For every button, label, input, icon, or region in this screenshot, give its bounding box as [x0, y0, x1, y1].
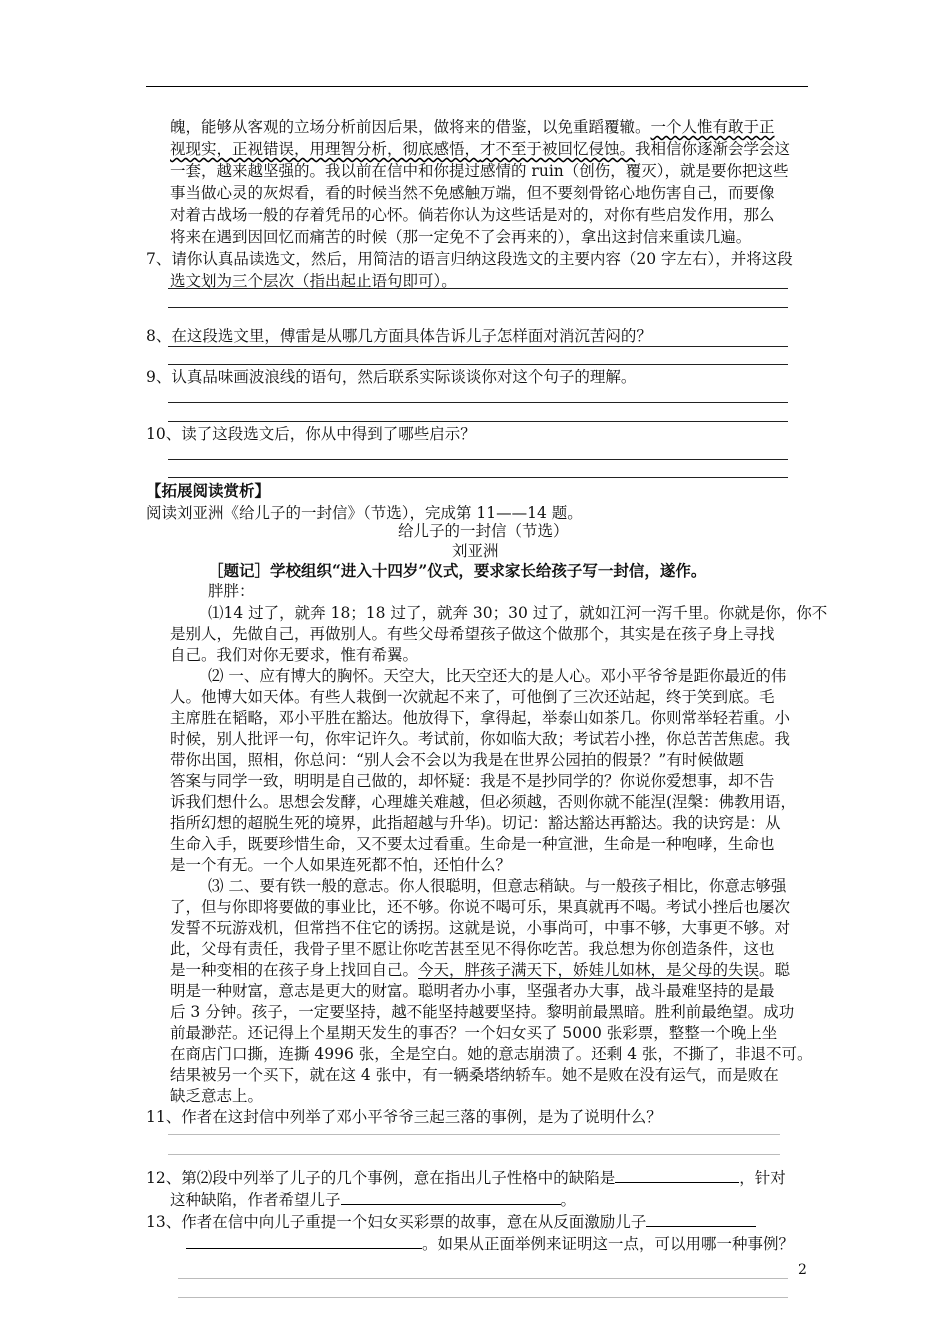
answer-blank[interactable]: [615, 1166, 739, 1183]
question-9: 9、认真品味画波浪线的语句，然后联系实际谈谈你对这个句子的理解。: [146, 368, 637, 386]
p2-line-1: ⑵ 一、应有博大的胸怀。天空大，比天空还大的是人心。邓小平爷爷是距你最近的伟: [208, 667, 787, 685]
header-rule: [146, 86, 808, 87]
p3-line-7: 后 3 分钟。孩子，一定要坚持，越不能坚持越要坚持。黎明前最黑暗。胜利前最绝望。成功: [170, 1003, 795, 1021]
p3-line-5: 是一种变相的在孩子身上找回自己。今天，胖孩子满天下，娇娃儿如林，是父母的失误。聪: [170, 961, 791, 979]
answer-blank[interactable]: [341, 1188, 561, 1205]
salutation: 胖胖：: [208, 582, 255, 600]
p1-line-1: ⑴14 过了，就奔 18；18 过了，就奔 30；30 过了，就如江河一泻千里。你就是你，你不: [208, 604, 828, 622]
page-number: 2: [798, 1262, 807, 1278]
passage-line-5: 对着古战场一般的存着凭吊的心怀。倘若你认为这些话是对的，对你有些启发作用，那么: [170, 206, 775, 224]
answer-line[interactable]: [168, 307, 788, 308]
question-13-cont: 。如果从正面举例来证明这一点，可以用哪一种事例？: [186, 1232, 794, 1255]
p2-line-9: 生命入手，既要珍惜生命，又不要太过看重。生命是一种宣泄，生命是一种咆哮，生命也: [170, 835, 775, 853]
passage-line-1: 魄，能够从客观的立场分析前因后果，做将来的借鉴，以免重蹈覆辙。一个人惟有敢于正: [170, 118, 775, 136]
underlined-sentence: 今天，胖孩子满天下，娇娃儿如林，是父母的失误: [418, 961, 760, 979]
p2-line-6: 答案与同学一致，明明是自己做的，却怀疑：我是不是抄同学的？你说你爱想事，却不告: [170, 772, 775, 790]
p1-line-3: 自己。我们对你无要求，惟有希翼。: [170, 646, 419, 664]
question-7-cont: 选文划为三个层次（指出起止语句即可）。: [170, 272, 457, 290]
p3-line-6: 明是一种财富，意志是更大的财富。聪明者办小事，坚强者办大事，战斗最难坚持的是最: [170, 982, 775, 1000]
section-title: 【拓展阅读赏析】: [146, 481, 271, 500]
p3-line-8: 前最渺茫。还记得上个星期天发生的事否？一个妇女买了 5000 张彩票，整整一个晚上坐: [170, 1024, 778, 1042]
question-11: 11、作者在这封信中列举了邓小平爷爷三起三落的事例，是为了说明什么？: [146, 1108, 662, 1126]
reading-intro: 阅读刘亚洲《给儿子的一封信》（节选），完成第 11——14 题。: [146, 504, 583, 522]
question-10: 10、读了这段选文后，你从中得到了哪些启示？: [146, 425, 476, 443]
p3-line-11: 缺乏意志上。: [170, 1087, 264, 1105]
answer-line[interactable]: [168, 364, 788, 365]
answer-line[interactable]: [168, 402, 788, 403]
wavy-sentence-part-2: 视现实，正视错误，用理智分析，彻底感悟，: [170, 140, 481, 158]
p3-line-3: 发誓不玩游戏机，但常挡不住它的诱拐。这就是说，小事尚可，中事不够，大事更不够。对: [170, 919, 791, 937]
answer-line[interactable]: [178, 1278, 788, 1279]
answer-line[interactable]: [168, 288, 788, 289]
passage-line-6: 将来在遇到因回忆而痛苦的时候（那一定免不了会再来的），拿出这封信来重读几遍。: [170, 228, 752, 246]
question-12: 12、第⑵段中列举了儿子的几个事例，意在指出儿子性格中的缺陷是 ，针对: [146, 1166, 786, 1189]
answer-blank[interactable]: [186, 1232, 422, 1249]
answer-line[interactable]: [178, 1297, 788, 1298]
answer-line[interactable]: [168, 1134, 780, 1135]
question-8: 8、在这段选文里，傅雷是从哪几方面具体告诉儿子怎样面对消沉苦闷的？: [146, 327, 652, 345]
question-7: 7、请你认真品读选文，然后，用简洁的语言归纳这段选文的主要内容（20 字左右），并将这段: [146, 250, 793, 268]
answer-blank[interactable]: [646, 1210, 756, 1227]
answer-line[interactable]: [168, 346, 788, 347]
p3-line-9: 在商店门口撕，连撕 4996 张，全是空白。她的意志崩溃了。还剩 4 张，不撕了，非退不可。: [170, 1045, 813, 1063]
wavy-sentence-part-1: 一个人惟有敢于正: [650, 118, 775, 136]
epigraph: ［题记］学校组织“进入十四岁”仪式，要求家长给孩子写一封信，遂作。: [208, 561, 707, 580]
p1-line-2: 是别人，先做自己，再做别人。有些父母希望孩子做这个做那个，其实是在孩子身上寻找: [170, 625, 775, 643]
p2-line-2: 人。他博大如天体。有些人栽倒一次就起不来了，可他倒了三次还站起，终于笑到底。毛: [170, 688, 775, 706]
passage-line-4: 事当做心灵的灰烬看，看的时候当然不免感触万端，但不要刻骨铭心地伤害自己，而要像: [170, 184, 775, 202]
article-author: 刘亚洲: [452, 542, 499, 560]
p3-line-1: ⑶ 二、要有铁一般的意志。你人很聪明，但意志稍缺。与一般孩子相比，你意志够强: [208, 877, 787, 895]
passage-line-3: 一套，越来越坚强的。我以前在信中和你提过感情的 ruin（创伤，覆灭），就是要你把这些: [170, 162, 789, 180]
question-12-cont: 这种缺陷，作者希望儿子 。: [170, 1188, 576, 1211]
answer-line[interactable]: [168, 421, 788, 422]
p3-line-10: 结果被另一个买下，就在这 4 张中，有一辆桑塔纳轿车。她不是败在没有运气，而是败在: [170, 1066, 779, 1084]
p3-line-4: 此，父母有责任，我骨子里不愿让你吃苦甚至见不得你吃苦。我总想为你创造条件，这也: [170, 940, 775, 958]
passage-line-2: 视现实，正视错误，用理智分析，彻底感悟，才不至于被回忆侵蚀。我相信你逐渐会学会这: [170, 140, 791, 158]
answer-line[interactable]: [168, 459, 788, 460]
p2-line-3: 主席胜在韬略，邓小平胜在豁达。他放得下，拿得起，举泰山如茶几。你则常举轻若重。小: [170, 709, 791, 727]
p2-line-7: 诉我们想什么。思想会发酵，心理雄关难越，但必须越，否则你就不能涅(涅槃：佛教用语，: [170, 793, 797, 811]
question-13: 13、作者在信中向儿子重提一个妇女买彩票的故事，意在从反面激励儿子: [146, 1210, 756, 1233]
p3-line-2: 了，但与你即将要做的事业比，还不够。你说不喝可乐，果真就再不喝。考试小挫后也屡次: [170, 898, 791, 916]
p2-line-5: 带你出国，照相，你总问：“别人会不会以为我是在世界公园拍的假景？”有时候做题: [170, 751, 744, 769]
p2-line-8: 指所幻想的超脱生死的境界，此指超越与升华)。切记：豁达豁达再豁达。我的诀窍是：从: [170, 814, 781, 832]
article-title: 给儿子的一封信（节选）: [398, 522, 569, 540]
answer-line[interactable]: [168, 1154, 780, 1155]
answer-line[interactable]: [168, 477, 788, 478]
p2-line-10: 是一个有无。一个人如果连死都不怕，还怕什么？: [170, 856, 512, 874]
p2-line-4: 时候，别人批评一句，你牢记许久。考试前，你如临大敌；考试若小挫，你总苦苦焦虑。我: [170, 730, 791, 748]
